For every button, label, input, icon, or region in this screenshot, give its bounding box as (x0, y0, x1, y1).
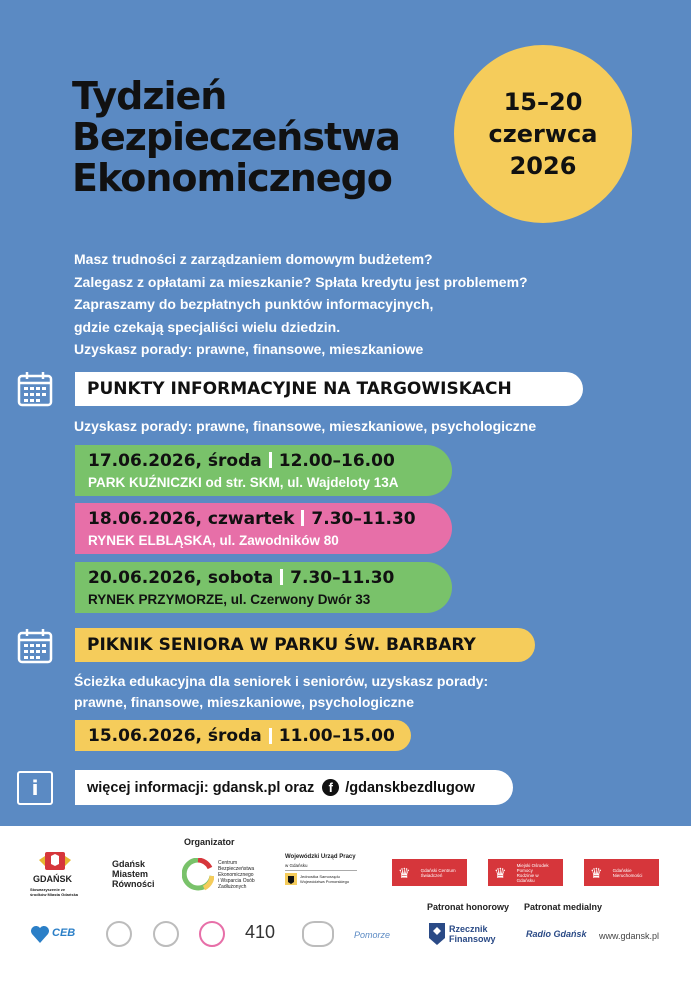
section-subtitle (74, 671, 488, 713)
gdansk-crest-icon (37, 850, 73, 872)
event-date: 20.06.2026, sobota (88, 568, 274, 588)
title-line-1: Tydzień (72, 74, 227, 118)
event-date: 18.06.2026, czwartek (88, 509, 295, 529)
facebook-handle[interactable]: /gdanskbezdlugow (345, 779, 475, 796)
rownosc-line: Miastem (112, 869, 149, 879)
intro-line: Zapraszamy do bezpłatnych punktów informacyjnych, (74, 296, 434, 312)
radio-gdansk-logo: Radio Gdańsk (526, 929, 587, 939)
event-time: 7.30–11.30 (311, 509, 416, 529)
intro-line: Masz trudności z zarządzaniem domowym budżetem? (74, 251, 433, 267)
wup-unit: Jednostka Samorządu Województwa Pomorskiego (300, 874, 350, 884)
date-circle (454, 45, 632, 223)
pomorskie-crest-icon (285, 873, 297, 885)
title-line-3: Ekonomicznego (72, 156, 392, 200)
ceb-line: Bezpieczeństwa (218, 866, 255, 872)
info-text: więcej informacji: gdansk.pl oraz (87, 779, 315, 796)
event-card (75, 503, 452, 554)
rzecznik-line: Finansowy (449, 934, 496, 944)
calendar-icon (17, 371, 53, 407)
logo-410: 410 (245, 922, 276, 942)
red-logo-text: Gdański Centrum Świadczeń (420, 867, 456, 878)
page-title (72, 76, 400, 199)
section-subtitle: Uzyskasz porady: prawne, finansowe, mieszkaniowe, psychologiczne (74, 418, 537, 434)
footer-logos (0, 826, 691, 981)
intro-line: Uzyskasz porady: prawne, finansowe, mieszkaniowe (74, 341, 424, 357)
patronat-honorowy-label: Patronat honorowy (427, 902, 510, 912)
ceb-line: i Wsparcia Osób (218, 878, 255, 884)
event-time: 11.00–15.00 (278, 725, 395, 746)
calendar-icon (17, 628, 53, 664)
intro-line: Zalegasz z opłatami za mieszkanie? Spłata kredytu jest problemem? (74, 273, 528, 290)
red-logo-text: Gdańskie Nieruchomości (612, 867, 643, 878)
ceb-line: Centrum (218, 860, 238, 866)
rownosc-logo (112, 859, 155, 889)
facebook-icon: f (322, 779, 339, 796)
info-bar (75, 770, 513, 805)
info-icon: i (17, 771, 53, 805)
subtitle-line: Ścieżka edukacyjna dla seniorek i seniorów, uzyskasz porady: (74, 673, 489, 689)
organization-badge-icon (106, 921, 132, 947)
red-logo-3 (584, 859, 659, 886)
intro-text (74, 248, 528, 361)
event-date: 15.06.2026, środa (88, 725, 262, 746)
section-heading-targowiska: PUNKTY INFORMACYJNE NA TARGOWISKACH (75, 372, 583, 406)
wup-title: Wojewódzki Urząd Pracy (285, 854, 356, 860)
title-line-2: Bezpieczeństwa (72, 115, 400, 159)
intro-line: gdzie czekają specjaliści wielu dziedzin. (74, 318, 341, 335)
www-logo: www.gdansk.pl (599, 931, 660, 941)
gdansk-sub: Stowarzyszenie ze środków Miasta Gdańska (30, 887, 79, 897)
event-place: PARK KUŹNICZKI od str. SKM, ul. Wajdeloty 13A (88, 475, 399, 490)
event-card (75, 720, 411, 751)
red-logo-2 (488, 859, 563, 886)
ceb-line: Zadłużonych (218, 884, 247, 890)
ceb-small-logo: CEB (52, 927, 76, 939)
event-time: 12.00–16.00 (278, 451, 395, 471)
organization-badge-icon (153, 921, 179, 947)
eagle-icon: ♛ (398, 864, 411, 881)
event-place: RYNEK ELBLĄSKA, ul. Zawodników 80 (88, 533, 339, 548)
event-card (75, 562, 452, 613)
gdansk-logo: GDAŃSK (33, 874, 73, 884)
patronat-medialny-label: Patronat medialny (524, 902, 603, 912)
event-card (75, 445, 452, 496)
event-place: RYNEK PRZYMORZE, ul. Czerwony Dwór 33 (88, 592, 371, 607)
ceb-line: Ekonomicznego (218, 872, 254, 878)
rownosc-line: Równości (112, 879, 155, 889)
heart-shield-icon (31, 924, 49, 944)
date-line-3: 2026 (509, 152, 577, 180)
event-date: 17.06.2026, środa (88, 451, 262, 471)
ceb-logo-icon (182, 858, 214, 894)
date-line-1: 15–20 (503, 88, 583, 116)
section-heading-piknik: PIKNIK SENIORA W PARKU ŚW. BARBARY (75, 628, 535, 662)
organization-badge-icon (302, 921, 334, 947)
divider (285, 870, 357, 871)
subtitle-line: prawne, finansowe, mieszkaniowe, psychologiczne (74, 694, 414, 710)
date-line-2: czerwca (488, 120, 598, 148)
eagle-icon: ♛ (590, 864, 603, 881)
rzecznik-line: Rzecznik (449, 924, 488, 934)
red-logo-1 (392, 859, 467, 886)
rownosc-line: Gdańsk (112, 859, 146, 869)
organization-badge-icon (199, 921, 225, 947)
rzecznik-crest-icon (428, 922, 446, 946)
organizator-label: Organizator (184, 837, 235, 847)
ceb-text (218, 860, 255, 890)
red-logo-text: Miejski Ośrodek Pomocy Rodzinie w Gdańsku (516, 862, 549, 883)
event-time: 7.30–11.30 (290, 568, 395, 588)
rzecznik-logo (449, 924, 496, 944)
wup-sub: w Gdańsku (285, 863, 308, 868)
eagle-icon: ♛ (494, 864, 507, 881)
pomorze-logo: Pomorze (354, 930, 391, 940)
